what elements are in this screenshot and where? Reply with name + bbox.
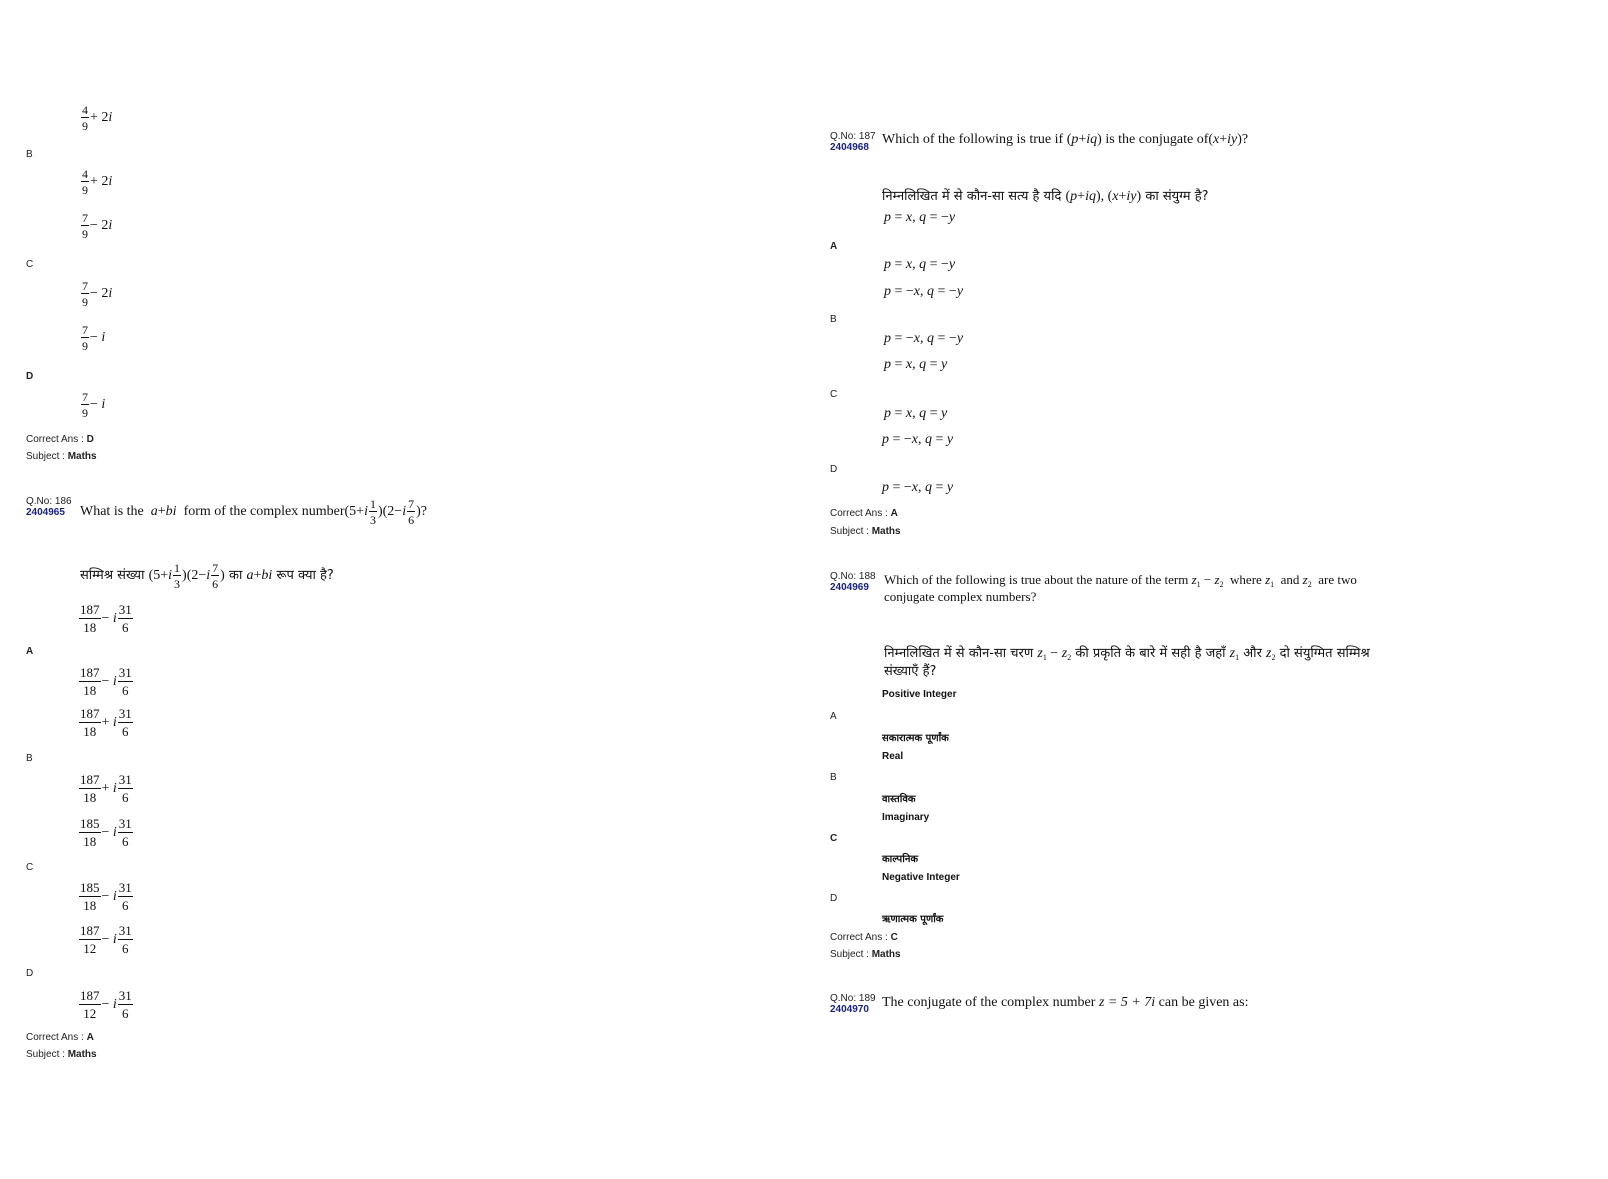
q185-option-b-expr: $\frac{4}{9}$ + 2i [82, 103, 113, 133]
q187-header [830, 131, 876, 153]
q187-correct-answer: Correct Ans : A [830, 508, 898, 519]
q189-header [830, 993, 876, 1015]
q187-option-d-expr: p = −x, q = y [882, 432, 954, 447]
q186-letter-a: A [26, 646, 34, 657]
q189-id: 2404970 [830, 1004, 869, 1015]
q186-option-b-expr: $\frac{187}{18}$ + i $\frac{31}{6}$ [80, 706, 132, 739]
q185-subject: Subject : Maths [26, 451, 97, 462]
q187-option-b-expr: p = −x, q = −y [884, 284, 964, 299]
q187-letter-b: B [830, 314, 837, 325]
q186-letter-c: C [26, 862, 34, 873]
q188-option-b-hi: वास्तविक [882, 794, 916, 805]
q186-question-hi: सम्मिश्र संख्या (5+i $\frac{1}{3}$ )(2−i $\frac{7}{6}$ ) का a+bi रूप क्या है? [80, 561, 334, 591]
q188-question-en-line1: Which of the following is true about the nature of the term $z_1 - z_2$ where $z_1$ and $z_2$ are two [884, 572, 1357, 589]
q185-option-b-answer: $\frac{4}{9}$ + 2i [82, 167, 113, 197]
q186-header [26, 496, 72, 518]
q185-option-c-expr: $\frac{7}{9}$ − 2i [82, 211, 113, 241]
q185-letter-c: C [26, 259, 34, 270]
q186-subject: Subject : Maths [26, 1049, 97, 1060]
q188-letter-b: B [830, 772, 837, 783]
q188-number: Q.No: 188 [830, 571, 876, 582]
q186-letter-d: D [26, 968, 34, 979]
q187-letter-d: D [830, 464, 838, 475]
q188-option-c-hi: काल्पनिक [882, 854, 919, 865]
q188-option-a-en: Positive Integer [882, 689, 957, 700]
q185-correct-answer: Correct Ans : D [26, 434, 94, 445]
q185-letter-d: D [26, 371, 34, 382]
q187-option-a-expr: p = x, q = −y [884, 210, 956, 225]
q188-letter-c: C [830, 833, 838, 844]
q187-letter-a: A [830, 241, 838, 252]
q187-number: Q.No: 187 [830, 131, 876, 142]
q188-subject: Subject : Maths [830, 949, 901, 960]
q186-id: 2404965 [26, 507, 65, 518]
q188-option-d-hi: ऋणात्मक पूर्णांक [882, 914, 944, 925]
q188-correct-answer: Correct Ans : C [830, 932, 898, 943]
q186-option-c-answer: $\frac{185}{18}$ − i $\frac{31}{6}$ [80, 880, 132, 913]
q185-option-c-answer: $\frac{7}{9}$ − 2i [82, 279, 113, 309]
q188-question-hi-line1: निम्नलिखित में से कौन-सा चरण $z_1 - z_2$ की प्रकृति के बारे में सही है जहाँ $z_1$ और $z_2$ दो संयुग्मित सम्मिश्र [884, 646, 1370, 662]
q187-question-hi: निम्नलिखित में से कौन-सा सत्य है यदि (p+iq), (x+iy) का संयुग्म है? [882, 189, 1209, 204]
q186-option-a-answer: $\frac{187}{18}$ − i $\frac{31}{6}$ [80, 665, 132, 698]
q188-question-hi-line2: संख्याएँ हैं? [884, 664, 937, 679]
q188-option-b-en: Real [882, 751, 904, 762]
q188-option-c-en: Imaginary [882, 812, 930, 823]
q188-question-en-line2: conjugate complex numbers? [884, 589, 1037, 604]
q188-letter-a: A [830, 711, 837, 722]
q186-letter-b: B [26, 753, 33, 764]
q187-question-en: Which of the following is true if (p+iq) is the conjugate of(x+iy)? [882, 132, 1249, 147]
q186-correct-answer: Correct Ans : A [26, 1032, 94, 1043]
q186-option-c-expr: $\frac{185}{18}$ − i $\frac{31}{6}$ [80, 816, 132, 849]
q186-option-d-answer: $\frac{187}{12}$ − i $\frac{31}{6}$ [80, 988, 132, 1021]
q186-question-en: What is the a+bi form of the complex number(5+i $\frac{1}{3}$ )(2−i $\frac{7}{6}$ )? [80, 497, 427, 527]
q188-header [830, 571, 876, 593]
q188-option-d-en: Negative Integer [882, 872, 960, 883]
q189-question: The conjugate of the complex number z = 5 + 7i can be given as: [882, 995, 1249, 1010]
q188-option-a-hi: सकारात्मक पूर्णांक [882, 733, 949, 744]
q187-id: 2404968 [830, 142, 869, 153]
q188-letter-d: D [830, 893, 838, 904]
q187-letter-c: C [830, 389, 838, 400]
q189-number: Q.No: 189 [830, 993, 876, 1004]
q186-option-a-expr: $\frac{187}{18}$ − i $\frac{31}{6}$ [80, 602, 132, 635]
q186-number: Q.No: 186 [26, 496, 72, 507]
q187-option-c-answer: p = x, q = y [884, 406, 948, 421]
q186-option-b-answer: $\frac{187}{18}$ + i $\frac{31}{6}$ [80, 772, 132, 805]
q189-question-expr: z = 5 + 7i [1098, 995, 1156, 1010]
q187-subject: Subject : Maths [830, 526, 901, 537]
q185-letter-b: B [26, 149, 33, 160]
q187-option-b-answer: p = −x, q = −y [884, 331, 964, 346]
q185-option-d-answer: $\frac{7}{9}$ − i [82, 390, 106, 420]
q187-option-a-answer: p = x, q = −y [884, 257, 956, 272]
q185-option-d-expr: $\frac{7}{9}$ − i [82, 323, 106, 353]
q186-option-d-expr: $\frac{187}{12}$ − i $\frac{31}{6}$ [80, 923, 132, 956]
q188-id: 2404969 [830, 582, 869, 593]
q187-option-c-expr: p = x, q = y [884, 357, 948, 372]
q187-option-d-answer: p = −x, q = y [882, 480, 954, 495]
